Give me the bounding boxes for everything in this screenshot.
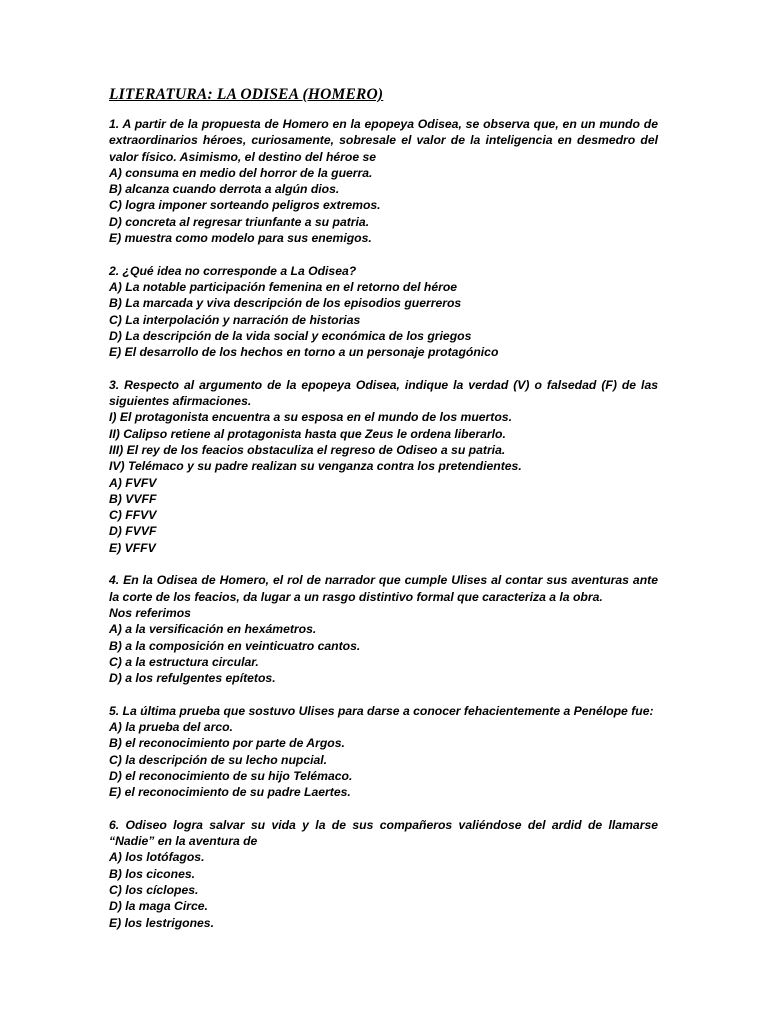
question-stem: 1. A partir de la propuesta de Homero en la epopeya Odisea, se observa que, en un mundo de extraordinarios héroes, curiosamente, sobresale el valor de la inteligencia en desmedro del valor físico. Asimismo, el destino del héroe se: [109, 117, 658, 164]
question-stem-continuation: Nos referimos: [109, 605, 191, 620]
question-2: [109, 263, 658, 361]
option-c: C) La interpolación y narración de historias: [109, 312, 361, 327]
option-b: B) los cicones.: [109, 866, 196, 881]
option-c: C) los cíclopes.: [109, 882, 199, 897]
option-e: E) el reconocimiento de su padre Laertes.: [109, 785, 351, 800]
option-e: E) VFFV: [109, 540, 156, 555]
option-c: C) FFVV: [109, 508, 157, 523]
question-stem: 3. Respecto al argumento de la epopeya Odisea, indique la verdad (V) o falsedad (F) de las siguientes afirmaciones.: [109, 377, 658, 409]
question-4: [109, 572, 658, 686]
option-a: A) FVFV: [109, 475, 157, 490]
option-d: D) La descripción de la vida social y económica de los griegos: [109, 328, 472, 343]
question-stem: 2. ¿Qué idea no corresponde a La Odisea?: [109, 263, 357, 278]
question-stem: 5. La última prueba que sostuvo Ulises para darse a conocer fehacientemente a Penélope fue:: [109, 703, 654, 718]
option-a: A) los lotófagos.: [109, 850, 205, 865]
question-5: [109, 703, 658, 801]
statement-iii: III) El rey de los feacios obstaculiza el regreso de Odiseo a su patria.: [109, 442, 506, 457]
question-stem: 4. En la Odisea de Homero, el rol de narrador que cumple Ulises al contar sus aventuras ante la corte de los feacios, da lugar a un rasgo distintivo formal que caracteriza a la obra.: [109, 573, 658, 604]
option-d: D) a los refulgentes epítetos.: [109, 671, 276, 686]
option-a: A) la prueba del arco.: [109, 719, 233, 734]
question-stem: 6. Odiseo logra salvar su vida y la de sus compañeros valiéndose del ardid de llamarse “Nadie” en la aventura de: [109, 817, 658, 849]
option-c: C) logra imponer sorteando peligros extremos.: [109, 198, 381, 213]
statement-ii: II) Calipso retiene al protagonista hasta que Zeus le ordena liberarlo.: [109, 426, 506, 441]
option-b: B) alcanza cuando derrota a algún dios.: [109, 182, 340, 197]
question-6: [109, 817, 658, 931]
option-d: D) concreta al regresar triunfante a su patria.: [109, 214, 370, 229]
document-page: [109, 84, 658, 947]
option-b: B) La marcada y viva descripción de los episodios guerreros: [109, 296, 462, 311]
option-a: A) La notable participación femenina en el retorno del héroe: [109, 279, 458, 294]
option-c: C) la descripción de su lecho nupcial.: [109, 752, 328, 767]
option-e: E) los lestrigones.: [109, 915, 214, 930]
option-e: E) muestra como modelo para sus enemigos.: [109, 231, 372, 246]
question-1: [109, 116, 658, 246]
option-c: C) a la estructura circular.: [109, 654, 259, 669]
option-d: D) el reconocimiento de su hijo Telémaco.: [109, 768, 353, 783]
statement-i: I) El protagonista encuentra a su esposa en el mundo de los muertos.: [109, 410, 512, 425]
option-b: B) el reconocimiento por parte de Argos.: [109, 736, 345, 751]
option-b: B) VVFF: [109, 491, 157, 506]
option-b: B) a la composición en veinticuatro cantos.: [109, 638, 361, 653]
document-title: LITERATURA: LA ODISEA (HOMERO): [109, 86, 384, 103]
option-d: D) FVVF: [109, 524, 157, 539]
question-3: [109, 377, 658, 556]
option-e: E) El desarrollo de los hechos en torno a un personaje protagónico: [109, 345, 499, 360]
option-a: A) consuma en medio del horror de la guerra.: [109, 165, 373, 180]
option-d: D) la maga Circe.: [109, 899, 208, 914]
option-a: A) a la versificación en hexámetros.: [109, 622, 317, 637]
statement-iv: IV) Telémaco y su padre realizan su venganza contra los pretendientes.: [109, 459, 522, 474]
